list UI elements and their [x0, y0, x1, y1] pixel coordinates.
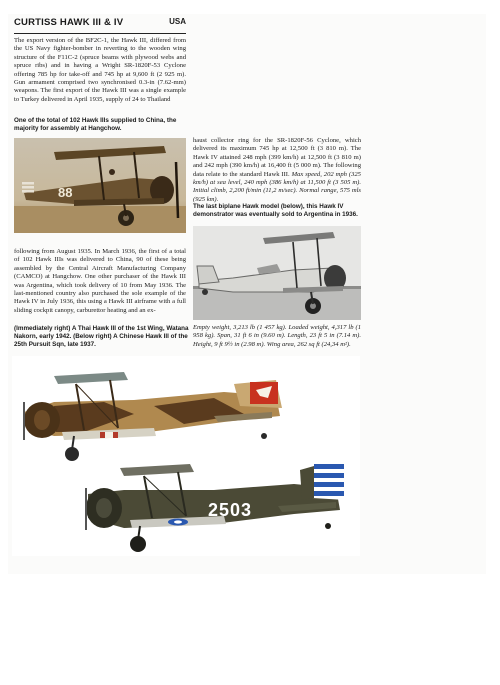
country-label: USA — [169, 17, 186, 26]
photo-hawk-iv-demonstrator — [193, 226, 361, 320]
article-header — [14, 17, 186, 34]
photo-chinese-hawk-iii — [14, 138, 186, 233]
article-title: CURTISS HAWK III & IV — [14, 17, 124, 28]
caption-china: One of the total of 102 Hawk IIIs supplied to China, the majority for assembly at Hangchow. — [14, 117, 177, 133]
body-paragraph-3 — [193, 137, 361, 204]
aircraft-number: 88 — [58, 185, 73, 200]
body-paragraph-2: following from August 1935. In March 1936, the first of a total of 102 Hawk IIIs was delivered to China, 90 of these being assembled by the Central Aircraft Manufacturing Company (CAMCO) at Hangchow. One other purchaser of the Hawk III was Argentina, which took delivery of 10 from May 1936. The last-mentioned country also purchased the sole example of the Hawk IV in July 1936, this using a Hawk III airframe with a full sliding cockpit canopy, carburettor heating and an ex- — [14, 248, 186, 314]
hawk-iv-photo-svg — [193, 226, 361, 320]
caption-hawk-iv: The last biplane Hawk model (below), this Hawk IV demonstrator was eventually sold to Argentina in 1936. — [193, 203, 358, 219]
thai-hawk-profile-svg — [14, 362, 284, 462]
chinese-hawk-photo-svg — [14, 138, 186, 233]
performance-data: Max speed, 202 mph (325 km/h) at sea level, 240 mph (386 km/h) at 11,500 ft (3 505 m). Initial climb, 2,200 ft/min (11,2 m/sec). Normal range, 575 mls (925 km). — [193, 170, 361, 203]
caption-profiles: (Immediately right) A Thai Hawk III of the 1st Wing, Watana Nakorn, early 1942. (Below right) A Chinese Hawk III of the 25th Pursuit Sqn, late 1937. — [14, 325, 189, 349]
profile-thai-hawk-iii — [14, 362, 284, 462]
profile-chinese-hawk-iii — [74, 460, 348, 560]
body-paragraph-1: The export version of the BF2C-1, the Hawk III, differed from the US Navy fighter-bomber in reverting to the wooden wing structure of the F11C-2 (spruce beams with plywood webs and spruce ribs) and in having a Wright SR-1820F-53 Cyclone offering 785 hp for take-off and 745 hp at 9,600 ft (2 925 m). Gun armament comprised two synchronised 0.3-in (7.62-mm) weapons. The first export of the Hawk III was a single example to Turkey delivered in April 1935, supply of 24 to Thailand — [14, 37, 186, 103]
chinese-aircraft-serial: 2503 — [208, 500, 253, 520]
specifications-text: Empty weight, 3,213 lb (1 457 kg). Loaded weight, 4,317 lb (1 958 kg). Span, 31 ft 6 in (9.60 m). Length, 23 ft 5 in (7.14 m). Height, 9 ft 9½ in (2.98 m). Wing area, 262 sq ft (24,34 m²). — [193, 324, 361, 348]
body-paragraph-3-text: haust collector ring for the SR-1820F-56 Cyclone, which delivered its maximum 745 hp at 12,500 ft (3 810 m). The Hawk IV attained 248 mph (399 km/h) at 12,500 ft (3 810 m) and 242 mph (390 km/h) at 16,400 ft (5 000 m). The following data relate to the standard Hawk III. — [193, 137, 361, 178]
